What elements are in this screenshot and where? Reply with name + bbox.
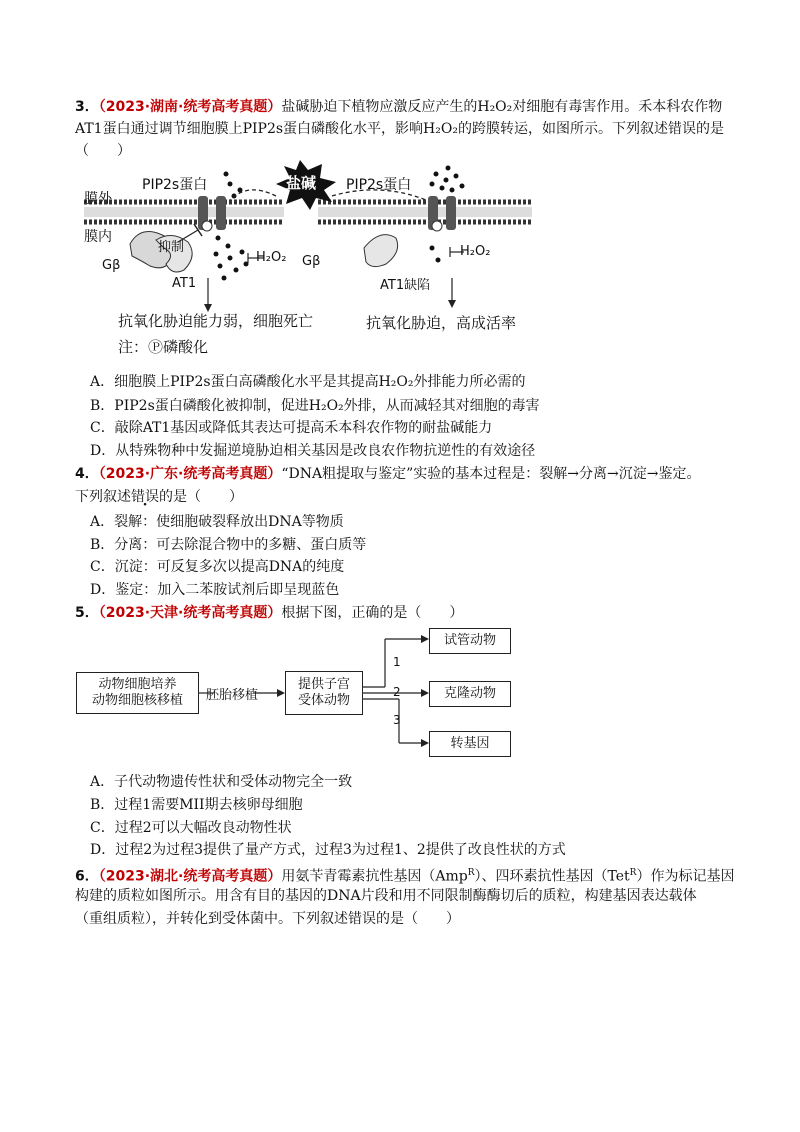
q5-option-a: A．子代动物遗传性状和受体动物完全一致 — [90, 774, 353, 790]
label-at1-deficient: AT1缺陷 — [380, 278, 431, 293]
h2o2-dots-inside-right — [430, 246, 441, 263]
h2o2-dots-inside-left — [214, 236, 249, 281]
box2-line1: 提供子宫 — [297, 677, 350, 692]
label-result-right: 抗氧化胁迫，高成活率 — [366, 314, 517, 332]
label-result-left: 抗氧化胁迫能力弱，细胞死亡 — [118, 312, 314, 330]
q4-option-b: B．分离：可去除混合物中的多糖、蛋白质等 — [90, 537, 367, 553]
label-process-1: 1 — [393, 655, 401, 669]
label-inside: 膜内 — [84, 229, 112, 245]
q5-flow-diagram — [75, 625, 525, 765]
q3-stem-line1 — [75, 97, 722, 117]
box1-line1: 动物细胞培养 — [98, 677, 177, 692]
label-note: 注：Ⓟ磷酸化 — [118, 338, 209, 356]
label-inhibit: 抑制 — [158, 240, 185, 255]
box2-line2: 受体动物 — [297, 693, 350, 708]
q4-stem-line1 — [75, 464, 700, 484]
q3-source: （2023·湖南·统考高考真题） — [98, 99, 282, 115]
q5-option-b: B．过程1需要MII期去核卵母细胞 — [90, 797, 303, 813]
q6-number: 6． — [75, 868, 99, 885]
box-culture-transfer — [76, 672, 199, 714]
q3-option-a: A．细胞膜上PIP2s蛋白高磷酸化水平是其提高H₂O₂外排能力所必需的 — [90, 374, 526, 390]
q4-option-c: C．沉淀：可反复多次以提高DNA的纯度 — [90, 559, 345, 575]
q3-membrane-figure — [80, 160, 540, 360]
q4-option-d: D．鉴定：加入二苯胺试剂后即呈现蓝色 — [90, 582, 340, 598]
q3-stem-line3: （ ） — [75, 143, 131, 159]
q4-stem-text1: “DNA粗提取与鉴定”实验的基本过程是：裂解→分离→沉淀→鉴定。 — [281, 466, 701, 482]
q6-stem-text1b: ）、四环素抗性基因（Tet — [474, 868, 630, 885]
q5-source: （2023·天津·统考高考真题） — [98, 605, 282, 621]
q6-stem-text1: 用氨苄青霉素抗性基因（Amp — [281, 868, 468, 885]
q6-stem-line1 — [75, 863, 734, 887]
q5-stem-text: 根据下图，正确的是（ ） — [281, 605, 464, 621]
q6-sup-r1: R — [467, 868, 475, 878]
q4-stem-emphasis: 错误 — [131, 489, 159, 505]
h2o2-dots-outside-left — [224, 172, 243, 199]
membrane-right — [318, 202, 532, 222]
q6-stem-line2: 构建的质粒如图所示。用含有目的基因的DNA片段和用不同限制酶酶切后的质粒，构建基因表达载体 — [75, 888, 697, 904]
q5-option-d: D．过程2为过程3提供了量产方式，过程3为过程1、2提供了改良性状的方式 — [90, 842, 566, 858]
label-h2o2-left: H₂O₂ — [256, 250, 287, 265]
box1-line2: 动物细胞核移植 — [91, 693, 183, 708]
label-outside: 膜外 — [84, 191, 112, 207]
q6-source: （2023·湖北·统考高考真题） — [98, 868, 282, 885]
q3-option-c: C．敲除AT1基因或降低其表达可提高禾本科农作物的耐盐碱能力 — [90, 420, 493, 436]
q5-number: 5． — [75, 605, 99, 621]
q4-stem-text2a: 下列叙述 — [75, 489, 131, 505]
q3-stem-line2: AT1蛋白通过调节细胞膜上PIP2s蛋白磷酸化水平，影响H₂O₂的跨膜转运，如图所示。下列叙述错误的是 — [75, 121, 724, 137]
q3-option-d: D．从特殊物种中发掘逆境胁迫相关基因是改良农作物抗逆性的有效途径 — [90, 443, 536, 459]
box-test-tube-animal: 试管动物 — [429, 628, 511, 654]
label-h2o2-right: H₂O₂ — [460, 244, 491, 259]
q6-stem-text1c: ）作为标记基因 — [636, 868, 735, 885]
label-process-3: 3 — [393, 713, 401, 727]
q3-number: 3． — [75, 99, 99, 115]
gb-right — [364, 235, 398, 267]
q5-option-c: C．过程2可以大幅改良动物性状 — [90, 820, 292, 836]
box-transgenic: 转基因 — [429, 731, 511, 757]
q4-stem-line2 — [75, 487, 243, 507]
q4-stem-text2c: 的是（ ） — [159, 489, 243, 505]
box-recipient — [285, 671, 363, 715]
label-process-2: 2 — [393, 685, 401, 699]
label-pip2s-right: PIP2s蛋白 — [346, 177, 412, 193]
h2o2-dots-outside-right — [430, 166, 465, 193]
label-pip2s-left: PIP2s蛋白 — [142, 177, 208, 193]
box-cloned-animal: 克隆动物 — [429, 681, 511, 707]
q5-stem-line1 — [75, 603, 463, 623]
label-saline: 盐碱 — [286, 174, 317, 192]
label-embryo-transfer: 胚胎移植 — [206, 688, 259, 703]
q6-stem-line3: （重组质粒），并转化到受体菌中。下列叙述错误的是（ ） — [75, 911, 460, 927]
q3-option-b: B．PIP2s蛋白磷酸化被抑制，促进H₂O₂外排，从而减轻其对细胞的毒害 — [90, 398, 540, 414]
membrane-left — [84, 202, 284, 222]
q6-sup-r2: R — [629, 868, 637, 878]
label-gb-left: Gβ — [102, 258, 121, 273]
burst-arc-left — [230, 190, 276, 200]
q3-stem-text1: 盐碱胁迫下植物应激反应产生的H₂O₂对细胞有毒害作用。禾本科农作物 — [281, 99, 723, 115]
q4-option-a: A．裂解：使细胞破裂释放出DNA等物质 — [90, 514, 344, 530]
label-gb-right: Gβ — [302, 254, 321, 269]
q4-source: （2023·广东·统考高考真题） — [98, 466, 282, 482]
label-at1: AT1 — [172, 276, 197, 291]
q4-number: 4． — [75, 466, 99, 482]
